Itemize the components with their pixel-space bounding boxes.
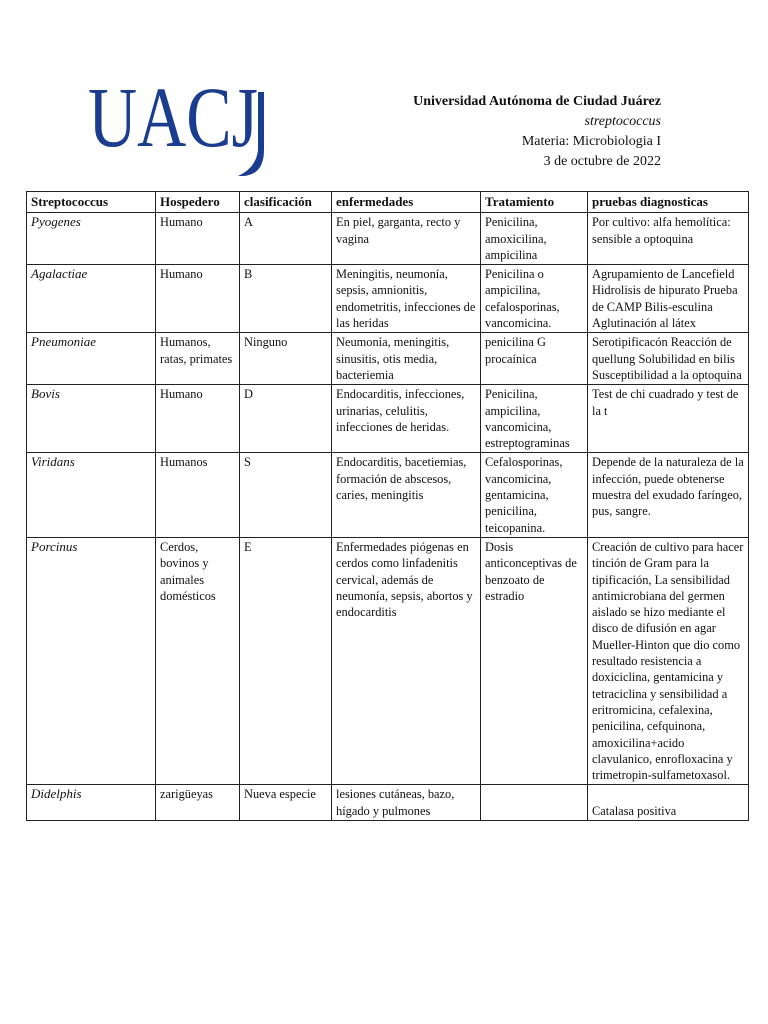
column-header: Hospedero <box>156 192 240 213</box>
species-cell: Pneumoniae <box>27 333 156 385</box>
diagnostic-tests-cell: Catalasa positiva <box>588 785 749 821</box>
species-cell: Pyogenes <box>27 213 156 265</box>
host-cell: zarigüeyas <box>156 785 240 821</box>
date-line: 3 de octubre de 2022 <box>543 154 661 169</box>
diagnostic-tests-cell: Creación de cultivo para hacer tinción de Gram para la tipificación, La sensibilidad antimicrobiana del germen aislado se hizo mediante el disco de difusión en agar Mueller-Hinton que dio como resultado resistencia a doxiciclina, gentamicina y tetraciclina y sensibilidad a eritromicina, cefalexina, penicilina, cefquinona, amoxicilina+acido clavulanico, enrofloxacina y trimetropin-sulfametoxasol. <box>588 537 749 784</box>
diseases-cell: En piel, garganta, recto y vagina <box>332 213 481 265</box>
logo-text: UACJ <box>88 69 258 165</box>
classification-cell: Ninguno <box>240 333 332 385</box>
column-header: enfermedades <box>332 192 481 213</box>
diagnostic-tests-cell: Depende de la naturaleza de la infección, puede obtenerse muestra del exudado faríngeo, pus, sangre. <box>588 453 749 537</box>
table-row <box>27 265 749 333</box>
species-cell: Bovis <box>27 385 156 453</box>
column-header: Tratamiento <box>481 192 588 213</box>
treatment-cell: Dosis anticonceptivas de benzoato de estradio <box>481 537 588 784</box>
host-cell: Humano <box>156 385 240 453</box>
host-cell: Humano <box>156 265 240 333</box>
host-cell: Cerdos, bovinos y animales domésticos <box>156 537 240 784</box>
document-header <box>413 92 661 172</box>
column-header: Streptococcus <box>27 192 156 213</box>
species-cell: Viridans <box>27 453 156 537</box>
table-row <box>27 385 749 453</box>
column-header: pruebas diagnosticas <box>588 192 749 213</box>
classification-cell: S <box>240 453 332 537</box>
classification-cell: E <box>240 537 332 784</box>
host-cell: Humano <box>156 213 240 265</box>
host-cell: Humanos, ratas, primates <box>156 333 240 385</box>
diseases-cell: Neumonía, meningitis, sinusitis, otis media, bacteriemia <box>332 333 481 385</box>
classification-cell: B <box>240 265 332 333</box>
streptococcus-table <box>26 191 749 821</box>
table-row <box>27 333 749 385</box>
classification-cell: D <box>240 385 332 453</box>
host-cell: Humanos <box>156 453 240 537</box>
classification-cell: A <box>240 213 332 265</box>
treatment-cell: Penicilina, ampicilina, vancomicina, estreptograminas <box>481 385 588 453</box>
table-header-row <box>27 192 749 213</box>
classification-cell: Nueva especie <box>240 785 332 821</box>
diagnostic-tests-cell: Agrupamiento de Lancefield Hidrolisis de hipurato Prueba de CAMP Bilis-esculina Aglutinación al látex <box>588 265 749 333</box>
diagnostic-tests-cell: Test de chi cuadrado y test de la t <box>588 385 749 453</box>
subject-line: Materia: Microbiologia I <box>521 134 661 149</box>
table-row <box>27 213 749 265</box>
diseases-cell: Endocarditis, bacetiemias, formación de abscesos, caries, meningitis <box>332 453 481 537</box>
university-name: Universidad Autónoma de Ciudad Juárez <box>413 94 661 109</box>
treatment-cell <box>481 785 588 821</box>
species-cell: Agalactiae <box>27 265 156 333</box>
uacj-logo <box>88 69 270 178</box>
species-cell: Porcinus <box>27 537 156 784</box>
treatment-cell: Penicilina o ampicilina, cefalosporinas, vancomicina. <box>481 265 588 333</box>
diseases-cell: lesiones cutáneas, bazo, hígado y pulmones <box>332 785 481 821</box>
treatment-cell: penicilina G procaínica <box>481 333 588 385</box>
diagnostic-tests-cell: Por cultivo: alfa hemolítica: sensible a optoquina <box>588 213 749 265</box>
diseases-cell: Meningitis, neumonía, sepsis, amnionitis, endometritis, infecciones de las heridas <box>332 265 481 333</box>
diseases-cell: Endocarditis, infecciones, urinarias, celulitis, infecciones de heridas. <box>332 385 481 453</box>
table-row <box>27 785 749 821</box>
table-row <box>27 453 749 537</box>
column-header: clasificación <box>240 192 332 213</box>
table-row <box>27 537 749 784</box>
treatment-cell: Penicilina, amoxicilina, ampicilina <box>481 213 588 265</box>
diseases-cell: Enfermedades piógenas en cerdos como linfadenitis cervical, además de neumonía, sepsis, abortos y endocarditis <box>332 537 481 784</box>
species-cell: Didelphis <box>27 785 156 821</box>
topic-title: streptococcus <box>584 114 661 129</box>
treatment-cell: Cefalosporinas, vancomicina, gentamicina, penicilina, teicopanina. <box>481 453 588 537</box>
diagnostic-tests-cell: Serotipificacón Reacción de quellung Solubilidad en bilis Susceptibilidad a la optoquina <box>588 333 749 385</box>
